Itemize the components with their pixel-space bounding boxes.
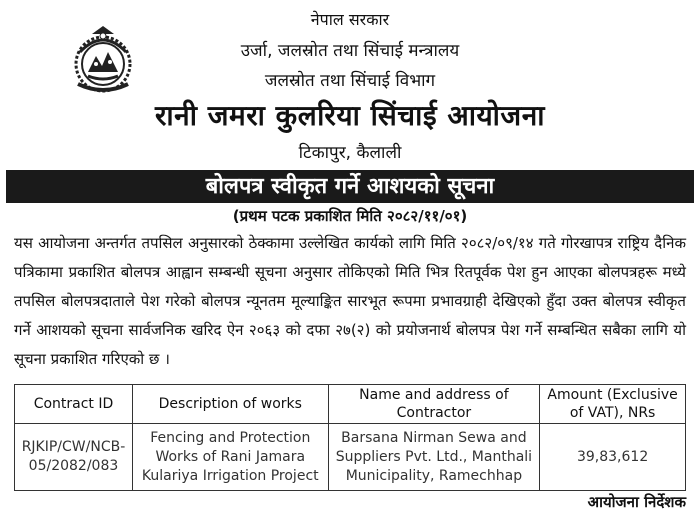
col-header-contractor: Name and address of Contractor [328,385,540,424]
col-header-description: Description of works [132,385,328,424]
col-header-amount: Amount (Exclusive of VAT), NRs [540,385,686,424]
government-name: नेपाल सरकार [310,10,390,29]
ministry-name: उर्जा, जलस्रोत तथा सिंचाई मन्त्रालय [240,41,460,61]
cell-amount: 39,83,612 [540,424,686,491]
project-name: रानी जमरा कुलरिया सिंचाई आयोजना [154,99,546,132]
notice-title-banner: बोलपत्र स्वीकृत गर्ने आशयको सूचना [6,170,694,203]
signatory-title: आयोजना निर्देशक [587,493,686,511]
table-header-row [15,385,686,424]
notice-body: यस आयोजना अन्तर्गत तपसिल अनुसारको ठेक्कामा उल्लेखित कार्यको लागि मिति २०८२/०९/१४ गते गोरखापत्र राष्ट्रिय दैनिक पत्रिकामा प्रकाशित बोलपत्र आह्वान सम्बन्धी सूचना अनुसार तोकिएको मिति भित्र रितपूर्वक पेश हुन आएका बोलपत्रहरू मध्ये तपसिल बोलपत्रदाताले पेश गरेको बोलपत्र न्यूनतम मूल्याङ्कित सारभूत रूपमा प्रभावग्राही देखिएको हुँदा उक्त बोलपत्र स्वीकृत गर्ने आशयको सूचना सार्वजनिक खरिद ऐन २०६३ को दफा २७(२) को प्रयोजनार्थ बोलपत्र पेश गर्ने सम्बन्धित सबैका लागि यो सूचना प्रकाशित गरिएको छ । [14,234,686,368]
table-row [15,424,686,491]
cell-contract-id: RJKIP/CW/NCB-05/2082/083 [15,424,133,491]
cell-contractor: Barsana Nirman Sewa and Suppliers Pvt. Ltd., Manthali Municipality, Ramechhap [328,424,540,491]
cell-description: Fencing and Protection Works of Rani Jamara Kulariya Irrigation Project [132,424,328,491]
published-date: (प्रथम पटक प्रकाशित मिति २०८२/११/०१) [232,207,468,225]
department-name: जलस्रोत तथा सिंचाई विभाग [264,71,436,91]
col-header-contract-id: Contract ID [15,385,133,424]
project-location: टिकापुर, कैलाली [298,143,402,163]
contract-table [14,384,686,491]
